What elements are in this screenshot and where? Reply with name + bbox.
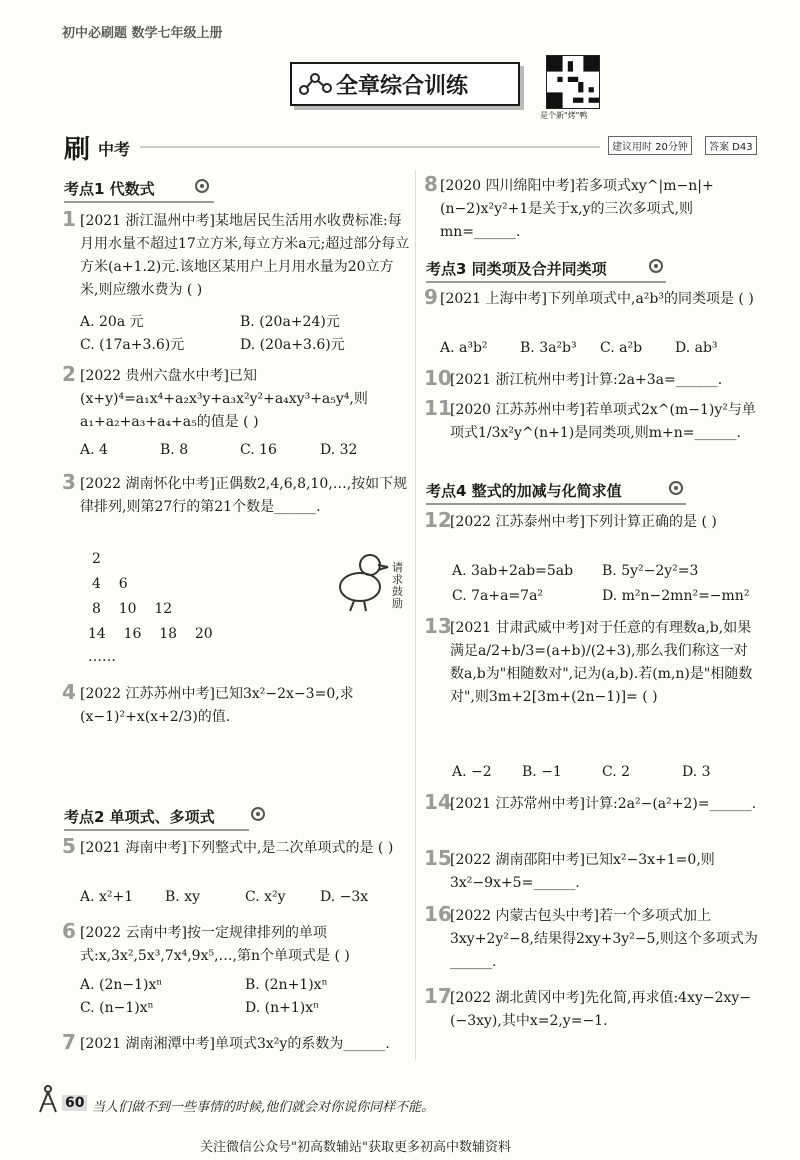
option: A. −2 xyxy=(452,764,492,780)
question-13: [2021 甘肃武威中考]对于任意的有理数a,b,如果满足a/2+b/3=(a+b)/(2+3),那么我们称这一对数a,b为"相随数对",记为(a,b).若(m,n)是"相随数对",则3m+2[3m+(2n−1)]= ( ) xyxy=(450,620,753,705)
triangle-row: 2 xyxy=(92,551,101,567)
question-5: [2021 海南中考]下列整式中,是二次单项式的是 ( ) xyxy=(80,840,394,856)
qr-code-icon[interactable] xyxy=(546,55,600,109)
option: D. m²n−2mn²=−mn² xyxy=(602,588,750,604)
answer-tag: 答案 D43 xyxy=(705,136,757,155)
triangle-row: 8 10 12 xyxy=(92,601,173,617)
qr-caption: 是个新"烤"鸭 xyxy=(540,111,588,120)
option: C. 16 xyxy=(240,442,277,458)
option: B. 3a²b³ xyxy=(520,340,577,356)
question-number: 10 xyxy=(424,366,452,390)
option: A. a³b² xyxy=(440,340,488,356)
option: D. −3x xyxy=(320,889,369,905)
question-6: [2022 云南中考]按一定规律排列的单项式:x,3x²,5x³,7x⁴,9x⁵,…,第n个单项式是 ( ) xyxy=(80,925,350,964)
option: C. (n−1)xⁿ xyxy=(80,1000,154,1016)
target-icon xyxy=(668,480,684,496)
question-number: 3 xyxy=(62,470,76,494)
question-number: 17 xyxy=(424,984,452,1008)
option: C. a²b xyxy=(600,340,643,356)
question-4: [2022 江苏苏州中考]已知3x²−2x−3=0,求(x−1)²+x(x+2/3)的值. xyxy=(80,686,354,725)
option: A. x²+1 xyxy=(80,889,134,905)
question-number: 11 xyxy=(424,396,452,420)
question-number: 16 xyxy=(424,902,452,926)
section-heading-1: 考点1 代数式 xyxy=(64,178,214,203)
time-tag: 建议用时 20分钟 xyxy=(608,136,692,155)
question-8: [2020 四川绵阳中考]若多项式xy^|m−n|+(n−2)x²y²+1是关于x,y的三次多项式,则mn=______. xyxy=(440,178,714,240)
section-heading-3: 考点3 同类项及合并同类项 xyxy=(426,258,666,283)
section-heading-4: 考点4 整式的加减与化简求值 xyxy=(426,480,686,505)
question-11: [2020 江苏苏州中考]若单项式2x^(m−1)y²与单项式1/3x²y^(n+1)是同类项,则m+n=______. xyxy=(450,402,756,441)
question-number: 7 xyxy=(62,1030,76,1054)
option: A. 20a 元 xyxy=(80,314,144,330)
section-badge-sub: 中考 xyxy=(98,140,131,159)
option: B. (20a+24)元 xyxy=(240,314,340,330)
cartoon-text: 请求鼓励 xyxy=(392,561,403,610)
option: D. ab³ xyxy=(675,340,718,356)
option: A. (2n−1)xⁿ xyxy=(80,977,163,993)
option: D. (20a+3.6)元 xyxy=(240,337,345,353)
page-header: 初中必刷题 数学七年级上册 xyxy=(62,26,223,41)
chapter-title-box xyxy=(290,62,520,106)
column-divider xyxy=(415,170,416,1060)
question-number: 14 xyxy=(424,790,452,814)
option: B. 8 xyxy=(160,442,189,458)
option: A. 3ab+2ab=5ab xyxy=(452,563,574,579)
option: C. (17a+3.6)元 xyxy=(80,337,185,353)
question-3: [2022 湖南怀化中考]正偶数2,4,6,8,10,…,按如下规律排列,则第27行的第21个数是______. xyxy=(80,476,408,515)
question-number: 8 xyxy=(424,172,438,196)
question-number: 13 xyxy=(424,614,452,638)
option: C. 7a+a=7a² xyxy=(452,588,544,604)
compass-icon xyxy=(36,1084,60,1114)
question-2: [2022 贵州六盘水中考]已知(x+y)⁴=a₁x⁴+a₂x³y+a₃x²y²+a₄xy³+a₅y⁴,则a₁+a₂+a₃+a₄+a₅的值是 ( ) xyxy=(80,368,368,430)
question-number: 9 xyxy=(424,285,438,309)
question-10: [2021 浙江杭州中考]计算:2a+3a=______. xyxy=(450,372,723,388)
target-icon xyxy=(250,806,266,822)
question-number: 1 xyxy=(62,207,76,231)
target-icon xyxy=(194,178,210,194)
footer-quote: 当人们做不到一些事情的时候,他们就会对你说你同样不能。 xyxy=(92,1100,435,1115)
header-rule xyxy=(140,146,600,148)
triangle-row: 14 16 18 20 xyxy=(88,626,213,642)
target-icon xyxy=(648,258,664,274)
option: D. (n+1)xⁿ xyxy=(245,1000,320,1016)
triangle-row: 4 6 xyxy=(92,576,128,592)
question-number: 2 xyxy=(62,362,76,386)
option: C. x²y xyxy=(245,889,286,905)
option: C. 2 xyxy=(602,764,631,780)
question-9: [2021 上海中考]下列单项式中,a²b³的同类项是 ( ) xyxy=(440,291,754,307)
question-12: [2022 江苏泰州中考]下列计算正确的是 ( ) xyxy=(450,514,717,530)
section-heading-2: 考点2 单项式、多项式 xyxy=(64,806,249,831)
question-16: [2022 内蒙古包头中考]若一个多项式加上3xy+2y²−8,结果得2xy+3y²−5,则这个多项式为______. xyxy=(450,908,758,970)
question-15: [2022 湖南邵阳中考]已知x²−3x+1=0,则3x²−9x+5=______. xyxy=(450,852,715,891)
question-7: [2021 湖南湘潭中考]单项式3x²y的系数为______. xyxy=(80,1036,390,1052)
question-number: 6 xyxy=(62,919,76,943)
page-number: 60 xyxy=(62,1095,87,1111)
option: B. −1 xyxy=(522,764,562,780)
question-number: 5 xyxy=(62,834,76,858)
question-number: 12 xyxy=(424,508,452,532)
option: A. 4 xyxy=(80,442,108,458)
molecule-icon xyxy=(298,70,332,96)
option: D. 3 xyxy=(682,764,711,780)
question-17: [2022 湖北黄冈中考]先化简,再求值:4xy−2xy−(−3xy),其中x=2,y=−1. xyxy=(450,990,752,1029)
chapter-title: 全章综合训练 xyxy=(336,74,469,99)
bottom-note: 关注微信公众号"初高数辅站"获取更多初高中数辅资料 xyxy=(200,1140,511,1155)
question-number: 15 xyxy=(424,846,452,870)
question-number: 4 xyxy=(62,680,76,704)
triangle-row: …… xyxy=(88,649,116,665)
section-badge: 刷 xyxy=(64,135,91,165)
question-14: [2021 江苏常州中考]计算:2a²−(a²+2)=______. xyxy=(450,796,757,812)
option: B. xy xyxy=(165,889,200,905)
option: B. (2n+1)xⁿ xyxy=(245,977,328,993)
option: B. 5y²−2y²=3 xyxy=(602,563,699,579)
option: D. 32 xyxy=(320,442,358,458)
question-1: [2021 浙江温州中考]某地居民生活用水收费标准:每月用水量不超过17立方米,每立方米a元;超过部分每立方米(a+1.2)元.该地区某用户上月用水量为20立方米,则应缴水费为 ( ) xyxy=(80,213,410,298)
